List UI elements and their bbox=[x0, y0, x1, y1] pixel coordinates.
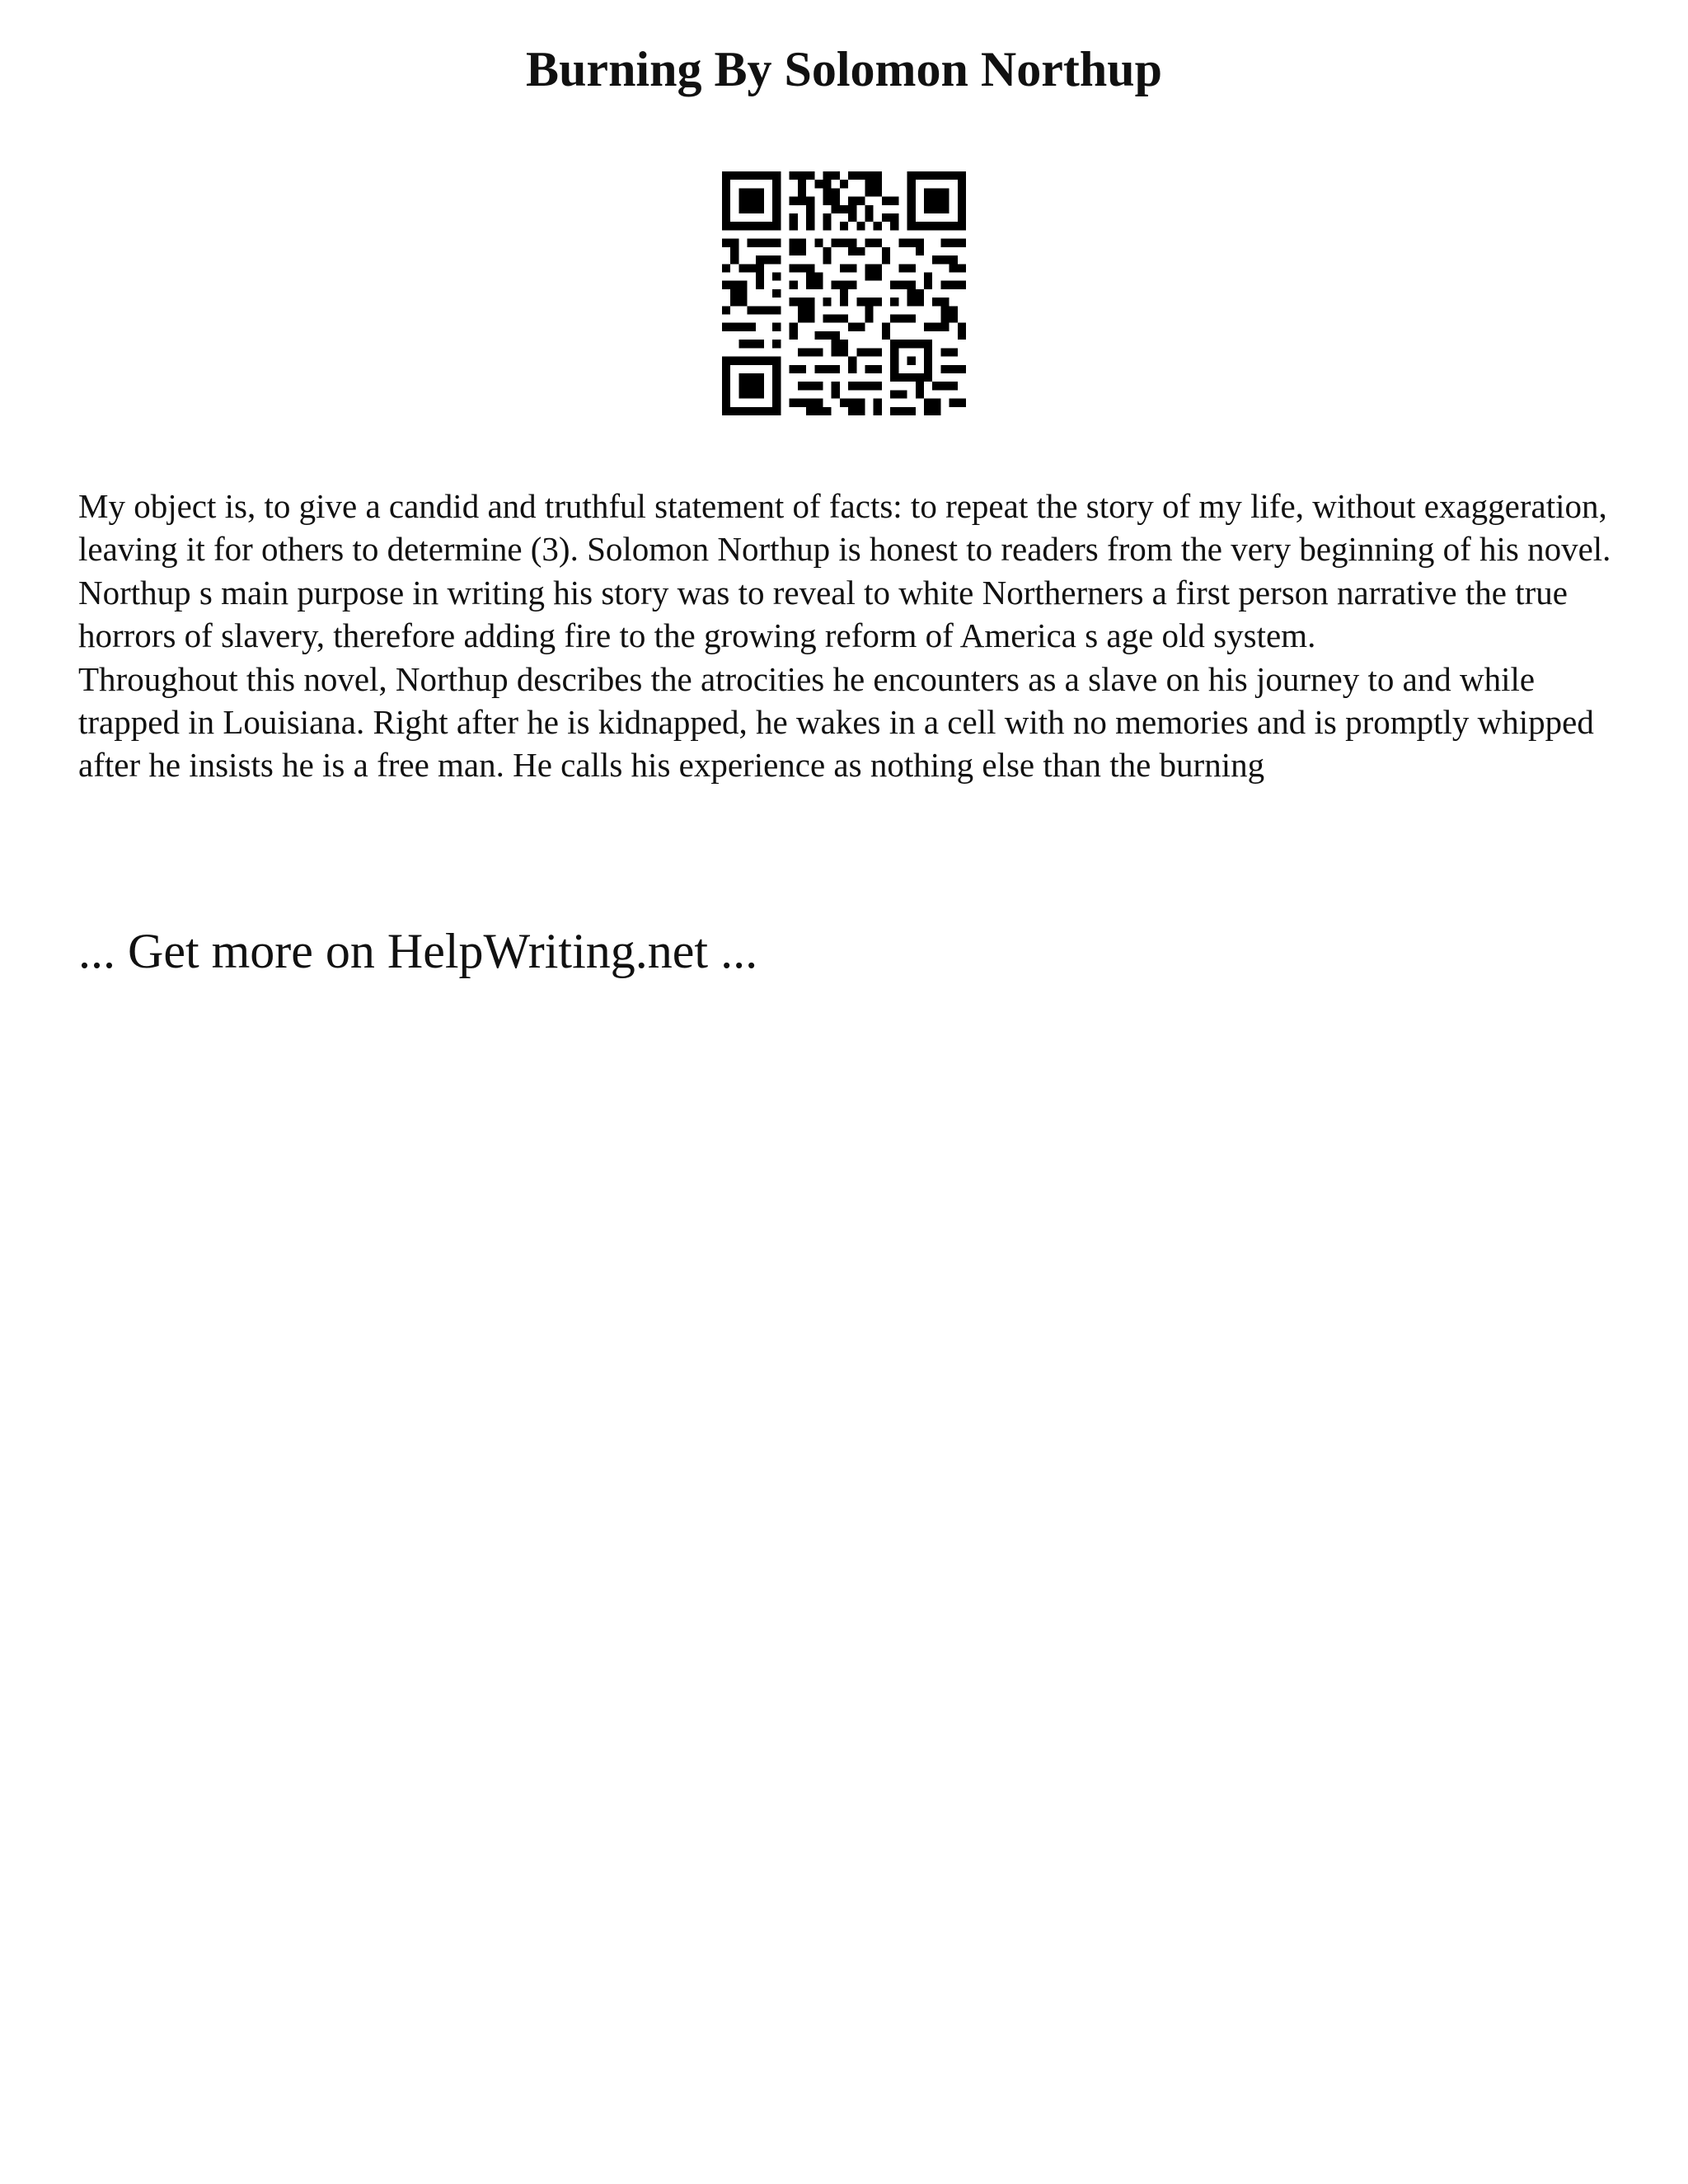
document-body bbox=[78, 485, 1620, 787]
get-more-link[interactable]: ... Get more on HelpWriting.net ... bbox=[78, 924, 758, 978]
qr-code-icon bbox=[722, 171, 966, 415]
paragraph: Throughout this novel, Northup describes the atrocities he encounters as a slave on his journey to and while trapped in Louisiana. Right after he is kidnapped, he wakes in a cell with no memories and is promptly whipped after he insists he is a free man. He calls his experience as nothing else than the burning bbox=[78, 659, 1594, 785]
paragraph: My object is, to give a candid and truthful statement of facts: to repeat the story of my life, without exaggeration, leaving it for others to determine (3). Solomon Northup is honest to readers from the very beginning of his novel. Northup s main purpose in writing his story was to reveal to white Northerners a first person narrative the true horrors of slavery, therefore adding fire to the growing reform of America s age old system. bbox=[78, 487, 1611, 655]
document-title: Burning By Solomon Northup bbox=[526, 42, 1162, 96]
